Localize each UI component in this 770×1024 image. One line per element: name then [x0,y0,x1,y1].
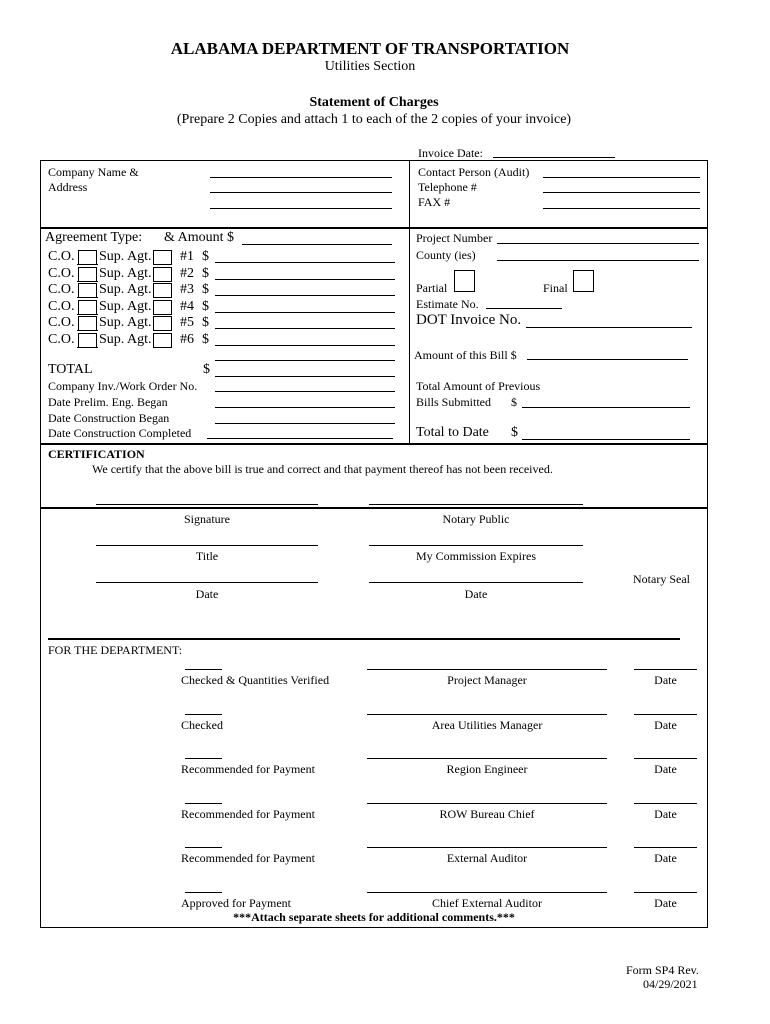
dept-signature-field[interactable] [367,847,607,848]
dot-invoice-field[interactable] [526,327,692,328]
date-label-right: Date [464,587,488,601]
agreement-row-number: #5 [180,315,194,330]
divider [409,228,410,444]
date-construction-began-field[interactable] [215,423,395,424]
telephone-field[interactable] [543,192,700,193]
co-label: C.O. [48,266,75,281]
sup-agt-label: Sup. Agt. [99,266,152,281]
company-inv-field[interactable] [215,391,395,392]
initials-field[interactable] [185,758,222,759]
partial-label: Partial [416,281,448,295]
company-contact-box [40,160,708,228]
sup-agt-checkbox[interactable] [153,316,172,331]
sup-agt-label: Sup. Agt. [99,282,152,297]
date-construction-completed-field[interactable] [207,438,393,439]
title-label: Title [195,549,219,563]
sup-agt-checkbox[interactable] [153,267,172,282]
agreement-row-number: #2 [180,266,194,281]
address-field-1[interactable] [210,192,392,193]
attach-note: ***Attach separate sheets for additional comments.*** [233,910,515,924]
agreement-row-amount-field[interactable] [215,262,395,263]
title-field[interactable] [96,545,318,546]
sup-agt-checkbox[interactable] [153,283,172,298]
total-prev-dollar: $ [511,395,517,409]
total-field[interactable] [215,376,395,377]
dept-signature-field[interactable] [367,803,607,804]
dept-title-label: Region Engineer [446,762,528,776]
invoice-date-field[interactable] [493,157,615,158]
date-prelim-label: Date Prelim. Eng. Began [48,395,168,409]
dept-date-label: Date [654,851,677,865]
sup-agt-label: Sup. Agt. [99,315,152,330]
total-prev-label-1: Total Amount of Previous [416,379,541,393]
total-prev-field[interactable] [522,407,690,408]
dept-title-label: Area Utilities Manager [431,718,543,732]
sup-agt-checkbox[interactable] [153,300,172,315]
co-label: C.O. [48,315,75,330]
sup-agt-label: Sup. Agt. [99,249,152,264]
agreement-row-number: #4 [180,299,194,314]
dept-signature-field[interactable] [367,892,607,893]
date-construction-completed-label: Date Construction Completed [48,426,192,440]
dept-title-label: Project Manager [447,673,527,687]
dept-date-label: Date [654,762,677,776]
initials-field[interactable] [185,669,222,670]
project-number-field[interactable] [497,243,699,244]
agreement-type-label: Agreement Type: [45,230,143,245]
agreement-row-number: #3 [180,282,194,297]
commission-label: My Commission Expires [415,549,536,563]
co-label: C.O. [48,332,75,347]
company-label-2: Address [48,180,88,194]
agreement-row-amount-field[interactable] [215,345,395,346]
initials-field[interactable] [185,803,222,804]
agreement-row-dollar: $ [202,315,209,330]
total-to-date-dollar: $ [511,425,518,440]
sup-agt-label: Sup. Agt. [99,332,152,347]
dept-signature-field[interactable] [367,714,607,715]
co-label: C.O. [48,299,75,314]
agreement-row-dollar: $ [202,299,209,314]
co-label: C.O. [48,249,75,264]
initials-field[interactable] [185,892,222,893]
date-label-left: Date [195,587,219,601]
final-checkbox[interactable] [573,270,594,292]
total-label: TOTAL [48,362,93,377]
fax-label: FAX # [418,195,451,209]
signature-label: Signature [184,512,230,526]
form-number: Form SP4 Rev. [626,963,699,977]
company-label-1: Company Name & [48,165,139,179]
dot-invoice-label: DOT Invoice No. [416,312,522,328]
agreement-row-number: #1 [180,249,194,264]
dept-date-field[interactable] [634,892,697,893]
statement-heading: Statement of Charges [309,95,439,110]
agreement-row-amount-field[interactable] [215,295,395,296]
contact-person-field[interactable] [543,177,700,178]
telephone-label: Telephone # [418,180,477,194]
agreement-row-dollar: $ [202,249,209,264]
dept-role-label: Recommended for Payment [181,851,315,865]
company-inv-label: Company Inv./Work Order No. [48,379,198,393]
company-name-field[interactable] [210,177,392,178]
certification-title: CERTIFICATION [48,447,145,461]
dept-date-field[interactable] [634,847,697,848]
initials-field[interactable] [185,714,222,715]
co-checkbox[interactable] [78,316,97,331]
dept-signature-field[interactable] [367,669,607,670]
amount-label: & Amount $ [164,230,235,245]
co-checkbox[interactable] [78,283,97,298]
agreement-row-dollar: $ [202,332,209,347]
signature-field[interactable] [96,504,318,505]
total-dollar: $ [203,362,210,377]
estimate-no-label: Estimate No. [416,297,479,311]
sup-agt-label: Sup. Agt. [99,299,152,314]
dept-title-label: External Auditor [446,851,528,865]
dept-role-label: Checked [181,718,223,732]
dept-title-label: Chief External Auditor [432,896,542,910]
final-label: Final [543,281,568,295]
total-to-date-label: Total to Date [416,425,489,440]
agreement-row-dollar: $ [202,266,209,281]
date-field-right[interactable] [369,582,583,583]
project-number-label: Project Number [416,231,493,245]
certification-text: We certify that the above bill is true and correct and that payment thereof has not been received. [92,462,553,476]
address-field-2[interactable] [210,208,392,209]
date-construction-began-label: Date Construction Began [48,411,170,425]
agreement-row-number: #6 [180,332,194,347]
county-field[interactable] [497,260,699,261]
co-checkbox[interactable] [78,300,97,315]
co-checkbox[interactable] [78,250,97,265]
dept-role-label: Recommended for Payment [181,807,315,821]
co-label: C.O. [48,282,75,297]
amount-bill-label: Amount of this Bill $ [414,348,517,362]
amount-bill-field[interactable] [527,359,688,360]
dept-role-label: Recommended for Payment [181,762,315,776]
total-to-date-field[interactable] [522,439,690,440]
agreement-row-dollar: $ [202,282,209,297]
partial-checkbox[interactable] [454,270,475,292]
form-subtitle: Utilities Section [324,59,416,74]
form-title: ALABAMA DEPARTMENT OF TRANSPORTATION [170,39,570,58]
date-field-left[interactable] [96,582,318,583]
form-revision-date: 04/29/2021 [643,977,698,991]
instructions: (Prepare 2 Copies and attach 1 to each of the 2 copies of your invoice) [176,112,572,127]
dept-date-field[interactable] [634,803,697,804]
county-label: County (ies) [416,248,476,262]
initials-field[interactable] [185,847,222,848]
dept-date-field[interactable] [634,758,697,759]
notary-seal-label: Notary Seal [633,572,690,586]
dept-date-field[interactable] [634,669,697,670]
blank-line[interactable] [215,360,395,361]
co-checkbox[interactable] [78,267,97,282]
agreement-row-amount-field[interactable] [215,328,395,329]
notary-public-field[interactable] [369,504,583,505]
estimate-no-field[interactable] [486,308,562,309]
date-prelim-field[interactable] [215,407,395,408]
agreement-row-amount-field[interactable] [215,279,395,280]
notary-public-label: Notary Public [442,512,510,526]
dept-date-label: Date [654,673,677,687]
dept-date-label: Date [654,807,677,821]
dept-role-label: Checked & Quantities Verified [181,673,330,687]
sup-agt-checkbox[interactable] [153,333,172,348]
invoice-date-label: Invoice Date: [418,146,483,160]
dept-title-label: ROW Bureau Chief [439,807,535,821]
department-divider [48,638,680,640]
sup-agt-checkbox[interactable] [153,250,172,265]
amount-field[interactable] [242,244,392,245]
dept-date-label: Date [654,718,677,732]
department-label: FOR THE DEPARTMENT: [48,643,183,657]
co-checkbox[interactable] [78,333,97,348]
total-prev-label-2: Bills Submitted [416,395,492,409]
divider [409,160,410,228]
commission-field[interactable] [369,545,583,546]
fax-field[interactable] [543,208,700,209]
contact-person-label: Contact Person (Audit) [418,165,530,179]
dept-signature-field[interactable] [367,758,607,759]
dept-role-label: Approved for Payment [181,896,291,910]
dept-date-field[interactable] [634,714,697,715]
dept-date-label: Date [654,896,677,910]
agreement-row-amount-field[interactable] [215,312,395,313]
